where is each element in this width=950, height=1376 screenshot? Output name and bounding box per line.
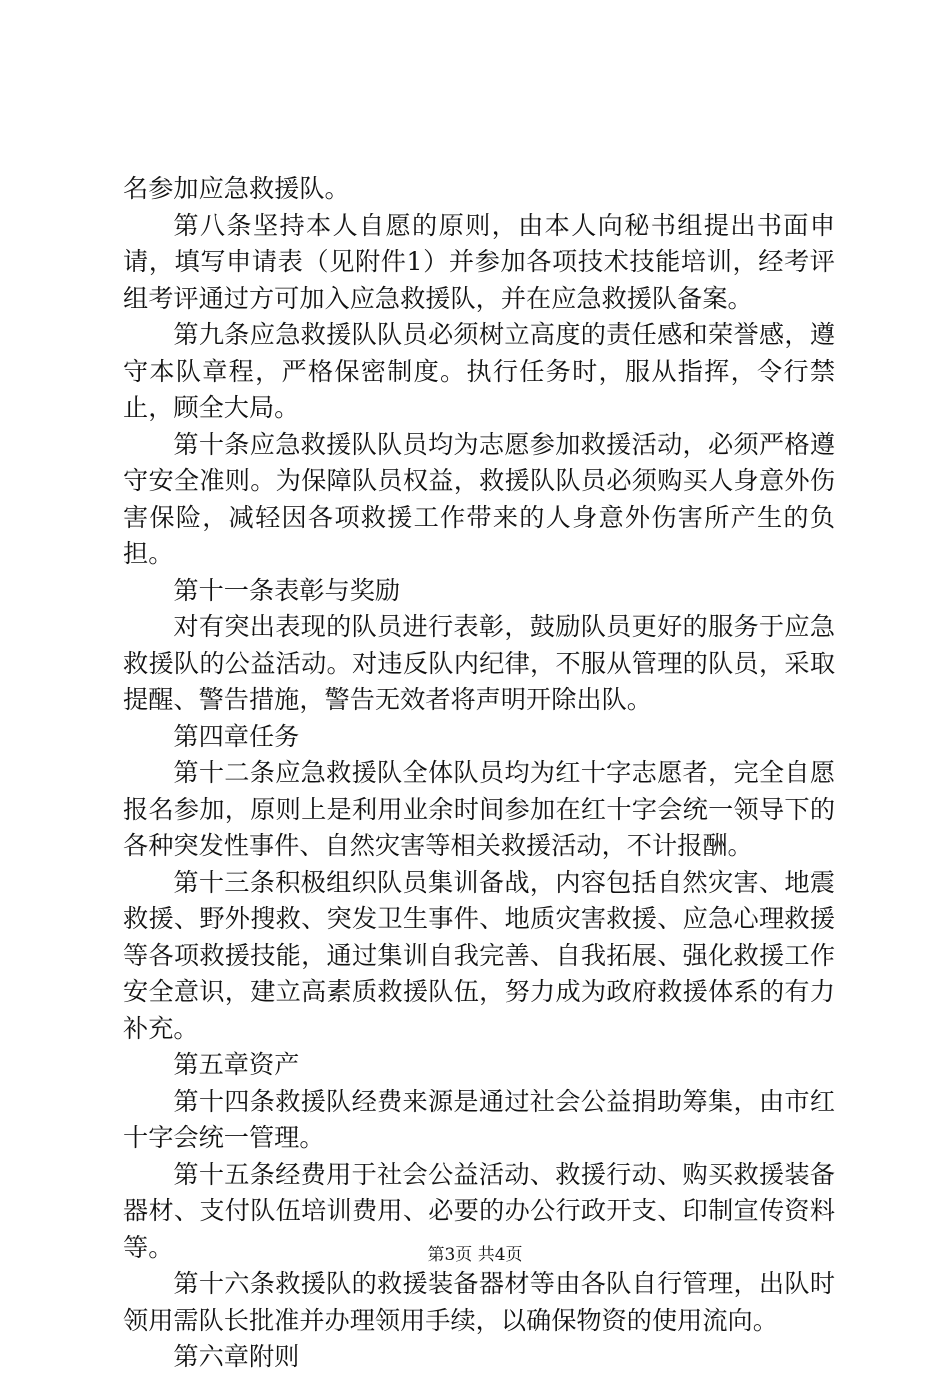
paragraph-article-12: 第十二条应急救援队全体队员均为红十字志愿者，完全自愿报名参加，原则上是利用业余时间参加在红十字会统一领导下的各种突发性事件、自然灾害等相关救援活动，不计报酬。 xyxy=(123,758,835,860)
paragraph-continuation: 名参加应急救援队。 xyxy=(123,174,350,203)
paragraph-article-15: 第十五条经费用于社会公益活动、救援行动、购买救援装备器材、支付队伍培训费用、必要的办公行政开支、印制宣传资料等。 xyxy=(123,1159,835,1262)
paragraph-article-10: 第十条应急救援队队员均为志愿参加救援活动，必须严格遵守安全准则。为保障队员权益，救援队队员必须购买人身意外伤害保险，减轻因各项救援工作带来的人身意外伤害所产生的负担。 xyxy=(123,429,835,568)
paragraph-article-9: 第九条应急救援队队员必须树立高度的责任感和荣誉感，遵守本队章程，严格保密制度。执行任务时，服从指挥，令行禁止，顾全大局。 xyxy=(123,320,835,422)
chapter-6-heading: 第六章附则 xyxy=(173,1342,300,1371)
chapter-5-heading: 第五章资产 xyxy=(173,1050,300,1079)
paragraph-article-11-heading: 第十一条表彰与奖励 xyxy=(173,575,401,605)
paragraph-article-13: 第十三条积极组织队员集训备战，内容包括自然灾害、地震救援、野外搜救、突发卫生事件、地质灾害救援、应急心理救援等各项救援技能，通过集训自我完善、自我拓展、强化救援工作安全意识，建立高素质救援队伍，努力成为政府救援体系的有力补充。 xyxy=(123,867,835,1043)
paragraph-article-11-body: 对有突出表现的队员进行表彰，鼓励队员更好的服务于应急救援队的公益活动。对违反队内纪律，不服从管理的队员，采取提醒、警告措施，警告无效者将声明开除出队。 xyxy=(123,612,835,714)
paragraph-article-14: 第十四条救援队经费来源是通过社会公益捐助筹集，由市红十字会统一管理。 xyxy=(123,1086,835,1152)
paragraph-article-8: 第八条坚持本人自愿的原则，由本人向秘书组提出书面申请，填写申请表（见附件1）并参加各项技术技能培训，经考评组考评通过方可加入应急救援队，并在应急救援队备案。 xyxy=(123,210,835,313)
page-footer: 第3页 共4页 xyxy=(427,1245,523,1265)
chapter-4-heading: 第四章任务 xyxy=(173,721,300,751)
paragraph-article-16: 第十六条救援队的救援装备器材等由各队自行管理，出队时领用需队长批准并办理领用手续，以确保物资的使用流向。 xyxy=(123,1269,835,1335)
document-body xyxy=(123,171,835,1376)
